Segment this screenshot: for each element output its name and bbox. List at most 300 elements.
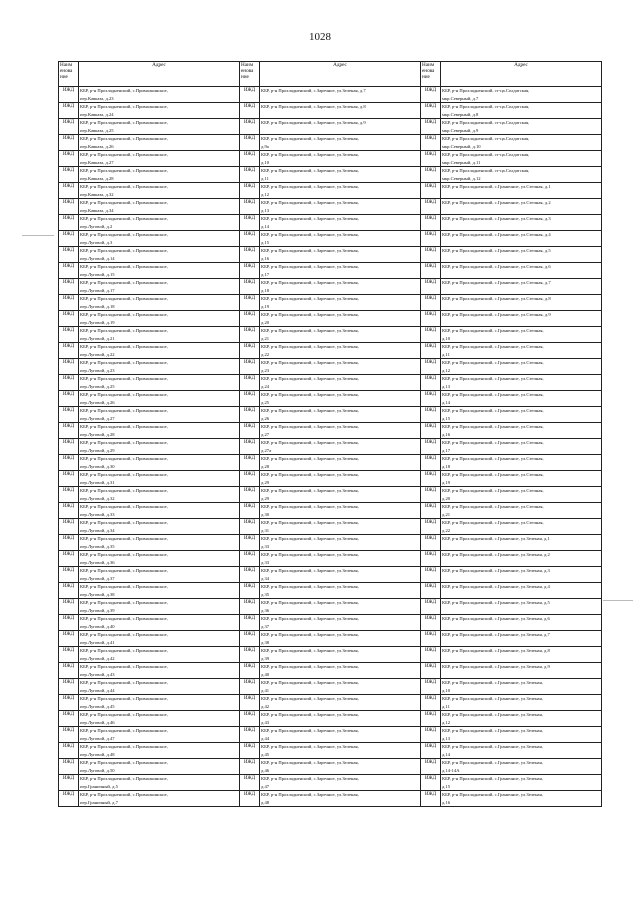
object-type-cell: ИЖД [59, 103, 79, 119]
address-cell: КБР, р-н Прохладненский, с.Прималкинское, пер.Кавказа, д.28 [79, 167, 240, 183]
address-cell: КБР, р-н Прохладненский, с.Граничное, ул.Зеленая, д.16 [441, 791, 602, 807]
object-type-cell: ИЖД [240, 343, 260, 359]
object-type-cell: ИЖД [240, 743, 260, 759]
object-type-cell: ИЖД [59, 727, 79, 743]
table-row [59, 695, 602, 711]
address-cell: КБР, р-н Прохладненский, с.Прималкинское, пер.Луговой, д.48 [79, 743, 240, 759]
address-cell: КБР, р-н Прохладненский, с.Заречное, ул.Зеленая, д.17 [260, 263, 421, 279]
address-cell: КБР, р-н Прохладненский, с.Граничное, ул.Зеленая, д.9 [441, 663, 602, 679]
address-cell: КБР, р-н Прохладненский, с.Заречное, ул.Зеленая, д.45 [260, 743, 421, 759]
table-row [59, 87, 602, 103]
object-type-cell: ИЖД [421, 711, 441, 727]
address-cell: КБР, р-н Прохладненский, ст-ца.Солдатская, мкр.Северный, д.10 [441, 135, 602, 151]
table-row [59, 663, 602, 679]
table-row [59, 375, 602, 391]
address-cell: КБР, р-н Прохладненский, с.Прималкинское, пер.Луговой, д.43 [79, 663, 240, 679]
object-type-cell: ИЖД [59, 679, 79, 695]
address-cell: КБР, р-н Прохладненский, с.Заречное, ул.Зеленая, д.40 [260, 663, 421, 679]
address-cell: КБР, р-н Прохладненский, с.Заречное, ул.Зеленая, д.18 [260, 279, 421, 295]
object-type-cell: ИЖД [59, 647, 79, 663]
object-type-cell: ИЖД [421, 663, 441, 679]
object-type-cell: ИЖД [240, 663, 260, 679]
table-header-row [59, 62, 602, 87]
object-type-cell: ИЖД [421, 647, 441, 663]
address-cell: КБР, р-н Прохладненский, с.Граничное, ул.Степная, д.11 [441, 343, 602, 359]
address-cell: КБР, р-н Прохладненский, с.Прималкинское, пер.Луговой, д.2 [79, 215, 240, 231]
object-type-cell: ИЖД [59, 215, 79, 231]
address-cell: КБР, р-н Прохладненский, с.Заречное, ул.Зеленая, д.42 [260, 695, 421, 711]
address-cell: КБР, р-н Прохладненский, с.Прималкинское, пер.Луговой, д.27 [79, 407, 240, 423]
object-type-cell: ИЖД [240, 391, 260, 407]
address-cell: КБР, р-н Прохладненский, с.Прималкинское, пер.Кавказа, д.32 [79, 183, 240, 199]
table-row [59, 439, 602, 455]
object-type-cell: ИЖД [240, 167, 260, 183]
header-address-cell: Адрес [260, 62, 421, 87]
address-cell: КБР, р-н Прохладненский, ст-ца.Солдатская, мкр.Северный, д.7 [441, 87, 602, 103]
table-row [59, 423, 602, 439]
address-cell: КБР, р-н Прохладненский, с.Прималкинское, пер.Луговой, д.22 [79, 343, 240, 359]
table-row [59, 215, 602, 231]
table-row [59, 487, 602, 503]
address-cell: КБР, р-н Прохладненский, с.Граничное, ул.Зеленая, д.2 [441, 551, 602, 567]
address-cell: КБР, р-н Прохладненский, с.Заречное, ул.Зеленая, д.20 [260, 311, 421, 327]
address-cell: КБР, р-н Прохладненский, с.Прималкинское, пер.Граничный, д.5 [79, 775, 240, 791]
object-type-cell: ИЖД [240, 103, 260, 119]
table-row [59, 727, 602, 743]
object-type-cell: ИЖД [59, 247, 79, 263]
address-cell: КБР, р-н Прохладненский, с.Заречное, ул.Зеленая, д.25 [260, 391, 421, 407]
address-cell: КБР, р-н Прохладненский, с.Заречное, ул.Зеленая, д.24 [260, 375, 421, 391]
object-type-cell: ИЖД [240, 631, 260, 647]
object-type-cell: ИЖД [59, 167, 79, 183]
object-type-cell: ИЖД [240, 695, 260, 711]
object-type-cell: ИЖД [59, 519, 79, 535]
object-type-cell: ИЖД [421, 455, 441, 471]
table-row [59, 567, 602, 583]
object-type-cell: ИЖД [59, 759, 79, 775]
table-row [59, 407, 602, 423]
address-cell: КБР, р-н Прохладненский, с.Заречное, ул.Зеленая, д.30 [260, 503, 421, 519]
table-row [59, 679, 602, 695]
address-cell: КБР, р-н Прохладненский, с.Граничное, ул.Степная, д.5 [441, 247, 602, 263]
object-type-cell: ИЖД [59, 695, 79, 711]
address-cell: КБР, р-н Прохладненский, с.Граничное, ул.Степная, д.7 [441, 279, 602, 295]
address-cell: КБР, р-н Прохладненский, с.Заречное, ул.Зеленая, д.29 [260, 487, 421, 503]
object-type-cell: ИЖД [59, 359, 79, 375]
address-cell: КБР, р-н Прохладненский, с.Заречное, ул.Зеленая, д.48 [260, 791, 421, 807]
object-type-cell: ИЖД [240, 759, 260, 775]
address-cell: КБР, р-н Прохладненский, с.Граничное, ул.Зеленая, д.10 [441, 679, 602, 695]
object-type-cell: ИЖД [240, 551, 260, 567]
table-row [59, 151, 602, 167]
object-type-cell: ИЖД [421, 215, 441, 231]
scan-artifact-line [22, 235, 54, 236]
object-type-cell: ИЖД [240, 327, 260, 343]
object-type-cell: ИЖД [59, 375, 79, 391]
table-row [59, 167, 602, 183]
object-type-cell: ИЖД [421, 423, 441, 439]
address-cell: КБР, р-н Прохладненский, с.Заречное, ул.Зеленая, д.12 [260, 183, 421, 199]
object-type-cell: ИЖД [421, 487, 441, 503]
object-type-cell: ИЖД [59, 455, 79, 471]
address-cell: КБР, р-н Прохладненский, с.Граничное, ул.Степная, д.18 [441, 455, 602, 471]
object-type-cell: ИЖД [240, 535, 260, 551]
address-cell: КБР, р-н Прохладненский, с.Прималкинское, пер.Луговой, д.42 [79, 647, 240, 663]
table-row [59, 599, 602, 615]
table-row [59, 503, 602, 519]
address-cell: КБР, р-н Прохладненский, с.Прималкинское, пер.Луговой, д.18 [79, 295, 240, 311]
object-type-cell: ИЖД [421, 743, 441, 759]
address-cell: КБР, р-н Прохладненский, с.Заречное, ул.Зеленая, д.13 [260, 199, 421, 215]
object-type-cell: ИЖД [421, 471, 441, 487]
address-cell: КБР, р-н Прохладненский, с.Граничное, ул.Степная, д.10 [441, 327, 602, 343]
address-cell: КБР, р-н Прохладненский, ст-ца.Солдатская, мкр.Северный, д.8 [441, 103, 602, 119]
table-row [59, 759, 602, 775]
object-type-cell: ИЖД [59, 599, 79, 615]
table-row [59, 263, 602, 279]
table-row [59, 631, 602, 647]
table-row [59, 471, 602, 487]
address-cell: КБР, р-н Прохладненский, с.Заречное, ул.Зеленая, д.28 [260, 455, 421, 471]
object-type-cell: ИЖД [421, 519, 441, 535]
header-type-cell: Наим енова ние [59, 62, 79, 87]
object-type-cell: ИЖД [421, 87, 441, 103]
address-cell: КБР, р-н Прохладненский, с.Граничное, ул.Степная, д.9 [441, 311, 602, 327]
address-cell: КБР, р-н Прохладненский, с.Граничное, ул.Зеленая, д.14-14А [441, 759, 602, 775]
address-cell: КБР, р-н Прохладненский, с.Прималкинское, пер.Луговой, д.33 [79, 503, 240, 519]
object-type-cell: ИЖД [421, 375, 441, 391]
object-type-cell: ИЖД [421, 551, 441, 567]
address-cell: КБР, р-н Прохладненский, с.Заречное, ул.Зеленая, д.43 [260, 711, 421, 727]
address-cell: КБР, р-н Прохладненский, с.Прималкинское, пер.Луговой, д.37 [79, 567, 240, 583]
object-type-cell: ИЖД [421, 631, 441, 647]
address-cell: КБР, р-н Прохладненский, с.Заречное, ул.Зеленая, д.31 [260, 519, 421, 535]
object-type-cell: ИЖД [421, 775, 441, 791]
address-cell: КБР, р-н Прохладненский, с.Заречное, ул.Зеленая, д.46 [260, 759, 421, 775]
object-type-cell: ИЖД [421, 263, 441, 279]
object-type-cell: ИЖД [240, 375, 260, 391]
object-type-cell: ИЖД [421, 727, 441, 743]
address-cell: КБР, р-н Прохладненский, ст-ца.Солдатская, мкр.Северный, д.9 [441, 119, 602, 135]
address-cell: КБР, р-н Прохладненский, с.Заречное, ул.Зеленая, д.9а [260, 135, 421, 151]
table-row [59, 455, 602, 471]
object-type-cell: ИЖД [59, 199, 79, 215]
address-cell: КБР, р-н Прохладненский, с.Граничное, ул.Степная, д.15 [441, 407, 602, 423]
object-type-cell: ИЖД [240, 199, 260, 215]
address-cell: КБР, р-н Прохладненский, с.Граничное, ул.Зеленая, д.6 [441, 615, 602, 631]
address-cell: КБР, р-н Прохладненский, с.Граничное, ул.Степная, д.8 [441, 295, 602, 311]
object-type-cell: ИЖД [59, 151, 79, 167]
address-cell: КБР, р-н Прохладненский, с.Граничное, ул.Степная, д.21 [441, 503, 602, 519]
address-cell: КБР, р-н Прохладненский, с.Заречное, ул.Зеленая, д.10 [260, 151, 421, 167]
object-type-cell: ИЖД [240, 87, 260, 103]
address-cell: КБР, р-н Прохладненский, с.Прималкинское, пер.Луговой, д.47 [79, 727, 240, 743]
address-cell: КБР, р-н Прохладненский, с.Граничное, ул.Степная, д.3 [441, 215, 602, 231]
address-cell: КБР, р-н Прохладненский, с.Заречное, ул.Зеленая, д.22 [260, 343, 421, 359]
object-type-cell: ИЖД [59, 391, 79, 407]
address-cell: КБР, р-н Прохладненский, с.Заречное, ул.Зеленая, д.19 [260, 295, 421, 311]
table-body [59, 87, 602, 807]
object-type-cell: ИЖД [59, 535, 79, 551]
object-type-cell: ИЖД [240, 567, 260, 583]
object-type-cell: ИЖД [421, 119, 441, 135]
object-type-cell: ИЖД [421, 567, 441, 583]
object-type-cell: ИЖД [240, 279, 260, 295]
address-cell: КБР, р-н Прохладненский, с.Граничное, ул.Зеленая, д.8 [441, 647, 602, 663]
table-row [59, 343, 602, 359]
object-type-cell: ИЖД [421, 231, 441, 247]
object-type-cell: ИЖД [240, 423, 260, 439]
header-type-cell: Наим енова ние [421, 62, 441, 87]
object-type-cell: ИЖД [240, 471, 260, 487]
object-type-cell: ИЖД [59, 423, 79, 439]
address-cell: КБР, р-н Прохладненский, с.Граничное, ул.Степная, д.14 [441, 391, 602, 407]
table-row [59, 231, 602, 247]
address-cell: КБР, р-н Прохладненский, с.Прималкинское, пер.Луговой, д.40 [79, 615, 240, 631]
page-number: 1028 [309, 31, 331, 43]
object-type-cell: ИЖД [59, 183, 79, 199]
object-type-cell: ИЖД [240, 183, 260, 199]
address-cell: КБР, р-н Прохладненский, с.Заречное, ул.Зеленая, д.8 [260, 103, 421, 119]
object-type-cell: ИЖД [240, 711, 260, 727]
object-type-cell: ИЖД [59, 583, 79, 599]
address-cell: КБР, р-н Прохладненский, с.Заречное, ул.Зеленая, д.7 [260, 87, 421, 103]
object-type-cell: ИЖД [59, 631, 79, 647]
address-cell: КБР, р-н Прохладненский, с.Граничное, ул.Зеленая, д.4 [441, 583, 602, 599]
object-type-cell: ИЖД [421, 759, 441, 775]
object-type-cell: ИЖД [240, 679, 260, 695]
address-cell: КБР, р-н Прохладненский, с.Прималкинское, пер.Луговой, д.15 [79, 263, 240, 279]
address-cell: КБР, р-н Прохладненский, с.Прималкинское, пер.Луговой, д.41 [79, 631, 240, 647]
address-cell: КБР, р-н Прохладненский, с.Прималкинское, пер.Луговой, д.25 [79, 375, 240, 391]
table-row [59, 391, 602, 407]
object-type-cell: ИЖД [421, 679, 441, 695]
object-type-cell: ИЖД [240, 791, 260, 807]
table-row [59, 519, 602, 535]
table-row [59, 279, 602, 295]
table-row [59, 775, 602, 791]
address-cell: КБР, р-н Прохладненский, с.Граничное, ул.Степная, д.2 [441, 199, 602, 215]
address-cell: КБР, р-н Прохладненский, с.Заречное, ул.Зеленая, д.26 [260, 407, 421, 423]
address-cell: КБР, р-н Прохладненский, с.Граничное, ул.Степная, д.4 [441, 231, 602, 247]
table-row [59, 135, 602, 151]
address-cell: КБР, р-н Прохладненский, с.Прималкинское, пер.Луговой, д.32 [79, 487, 240, 503]
address-cell: КБР, р-н Прохладненский, с.Заречное, ул.Зеленая, д.33 [260, 535, 421, 551]
address-cell: КБР, р-н Прохладненский, с.Заречное, ул.Зеленая, д.29 [260, 471, 421, 487]
address-cell: КБР, р-н Прохладненский, с.Заречное, ул.Зеленая, д.35 [260, 583, 421, 599]
address-cell: КБР, р-н Прохладненский, с.Прималкинское, пер.Луговой, д.30 [79, 455, 240, 471]
address-cell: КБР, р-н Прохладненский, с.Прималкинское, пер.Кавказа, д.25 [79, 119, 240, 135]
object-type-cell: ИЖД [59, 295, 79, 311]
address-cell: КБР, р-н Прохладненский, с.Граничное, ул.Зеленая, д.14 [441, 743, 602, 759]
address-table-container [58, 61, 601, 807]
address-cell: КБР, р-н Прохладненский, с.Прималкинское, пер.Луговой, д.44 [79, 679, 240, 695]
object-type-cell: ИЖД [240, 487, 260, 503]
object-type-cell: ИЖД [421, 103, 441, 119]
address-cell: КБР, р-н Прохладненский, с.Прималкинское, пер.Луговой, д.28 [79, 423, 240, 439]
object-type-cell: ИЖД [421, 407, 441, 423]
address-cell: КБР, р-н Прохладненский, с.Прималкинское, пер.Луговой, д.45 [79, 695, 240, 711]
object-type-cell: ИЖД [240, 519, 260, 535]
address-cell: КБР, р-н Прохладненский, с.Заречное, ул.Зеленая, д.21 [260, 327, 421, 343]
object-type-cell: ИЖД [240, 119, 260, 135]
object-type-cell: ИЖД [59, 663, 79, 679]
object-type-cell: ИЖД [421, 503, 441, 519]
object-type-cell: ИЖД [421, 439, 441, 455]
header-address-cell: Адрес [441, 62, 602, 87]
address-cell: КБР, р-н Прохладненский, ст-ца.Солдатская, мкр.Северный, д.11 [441, 151, 602, 167]
object-type-cell: ИЖД [59, 711, 79, 727]
address-cell: КБР, р-н Прохладненский, с.Заречное, ул.Зеленая, д.14 [260, 215, 421, 231]
address-cell: КБР, р-н Прохладненский, с.Прималкинское, пер.Кавказа, д.24 [79, 103, 240, 119]
table-row [59, 295, 602, 311]
address-cell: КБР, р-н Прохладненский, с.Граничное, ул.Степная, д.1 [441, 183, 602, 199]
object-type-cell: ИЖД [59, 87, 79, 103]
object-type-cell: ИЖД [240, 247, 260, 263]
address-table [58, 61, 602, 807]
table-row [59, 551, 602, 567]
table-row [59, 711, 602, 727]
object-type-cell: ИЖД [240, 727, 260, 743]
address-cell: КБР, р-н Прохладненский, с.Прималкинское, пер.Луговой, д.17 [79, 279, 240, 295]
scan-artifact-line [603, 600, 633, 601]
object-type-cell: ИЖД [421, 695, 441, 711]
table-row [59, 791, 602, 807]
address-cell: КБР, р-н Прохладненский, с.Заречное, ул.Зеленая, д.44 [260, 727, 421, 743]
object-type-cell: ИЖД [421, 247, 441, 263]
object-type-cell: ИЖД [421, 183, 441, 199]
address-cell: КБР, р-н Прохладненский, с.Граничное, ул.Степная, д.16 [441, 423, 602, 439]
object-type-cell: ИЖД [59, 263, 79, 279]
table-row [59, 247, 602, 263]
address-cell: КБР, р-н Прохладненский, с.Прималкинское, пер.Кавказа, д.27 [79, 151, 240, 167]
table-row [59, 311, 602, 327]
object-type-cell: ИЖД [59, 487, 79, 503]
object-type-cell: ИЖД [59, 279, 79, 295]
object-type-cell: ИЖД [240, 311, 260, 327]
object-type-cell: ИЖД [240, 503, 260, 519]
object-type-cell: ИЖД [240, 295, 260, 311]
table-row [59, 119, 602, 135]
object-type-cell: ИЖД [421, 327, 441, 343]
address-cell: КБР, р-н Прохладненский, с.Заречное, ул.Зеленая, д.33 [260, 551, 421, 567]
object-type-cell: ИЖД [421, 279, 441, 295]
object-type-cell: ИЖД [421, 583, 441, 599]
address-cell: КБР, р-н Прохладненский, с.Прималкинское, пер.Луговой, д.31 [79, 471, 240, 487]
address-cell: КБР, р-н Прохладненский, с.Заречное, ул.Зеленая, д.34 [260, 567, 421, 583]
table-row [59, 183, 602, 199]
address-cell: КБР, р-н Прохладненский, с.Прималкинское, пер.Луговой, д.14 [79, 247, 240, 263]
address-cell: КБР, р-н Прохладненский, с.Заречное, ул.Зеленая, д.16 [260, 247, 421, 263]
object-type-cell: ИЖД [421, 791, 441, 807]
address-cell: КБР, р-н Прохладненский, с.Заречное, ул.Зеленая, д.27а [260, 439, 421, 455]
address-cell: КБР, р-н Прохладненский, с.Заречное, ул.Зеленая, д.37 [260, 615, 421, 631]
object-type-cell: ИЖД [240, 455, 260, 471]
address-cell: КБР, р-н Прохладненский, с.Граничное, ул.Степная, д.13 [441, 375, 602, 391]
address-cell: КБР, р-н Прохладненский, с.Заречное, ул.Зеленая, д.47 [260, 775, 421, 791]
object-type-cell: ИЖД [421, 391, 441, 407]
address-cell: КБР, р-н Прохладненский, с.Заречное, ул.Зеленая, д.23 [260, 359, 421, 375]
address-cell: КБР, р-н Прохладненский, ст-ца.Солдатская, мкр.Северный, д.12 [441, 167, 602, 183]
address-cell: КБР, р-н Прохладненский, с.Прималкинское, пер.Кавказа, д.26 [79, 135, 240, 151]
address-cell: КБР, р-н Прохладненский, с.Прималкинское, пер.Луговой, д.39 [79, 599, 240, 615]
object-type-cell: ИЖД [59, 551, 79, 567]
object-type-cell: ИЖД [59, 119, 79, 135]
address-cell: КБР, р-н Прохладненский, с.Граничное, ул.Зеленая, д.1 [441, 535, 602, 551]
address-cell: КБР, р-н Прохладненский, с.Граничное, ул.Зеленая, д.12 [441, 711, 602, 727]
object-type-cell: ИЖД [240, 407, 260, 423]
object-type-cell: ИЖД [421, 135, 441, 151]
address-cell: КБР, р-н Прохладненский, с.Граничное, ул.Зеленая, д.5 [441, 599, 602, 615]
object-type-cell: ИЖД [421, 295, 441, 311]
object-type-cell: ИЖД [59, 503, 79, 519]
address-cell: КБР, р-н Прохладненский, с.Прималкинское, пер.Луговой, д.38 [79, 583, 240, 599]
object-type-cell: ИЖД [421, 311, 441, 327]
table-row [59, 327, 602, 343]
address-cell: КБР, р-н Прохладненский, с.Прималкинское, пер.Луговой, д.23 [79, 359, 240, 375]
address-cell: КБР, р-н Прохладненский, с.Граничное, ул.Степная, д.6 [441, 263, 602, 279]
object-type-cell: ИЖД [240, 151, 260, 167]
address-cell: КБР, р-н Прохладненский, с.Прималкинское, пер.Луговой, д.3 [79, 231, 240, 247]
object-type-cell: ИЖД [59, 471, 79, 487]
table-row [59, 535, 602, 551]
object-type-cell: ИЖД [421, 359, 441, 375]
address-cell: КБР, р-н Прохладненский, с.Прималкинское, пер.Луговой, д.46 [79, 711, 240, 727]
address-cell: КБР, р-н Прохладненский, с.Граничное, ул.Зеленая, д.15 [441, 775, 602, 791]
address-cell: КБР, р-н Прохладненский, с.Прималкинское, пер.Луговой, д.21 [79, 327, 240, 343]
object-type-cell: ИЖД [59, 743, 79, 759]
object-type-cell: ИЖД [59, 135, 79, 151]
address-cell: КБР, р-н Прохладненский, с.Прималкинское, пер.Луговой, д.36 [79, 551, 240, 567]
object-type-cell: ИЖД [240, 615, 260, 631]
object-type-cell: ИЖД [59, 567, 79, 583]
object-type-cell: ИЖД [421, 151, 441, 167]
address-cell: КБР, р-н Прохладненский, с.Прималкинское, пер.Граничный, д.7 [79, 791, 240, 807]
object-type-cell: ИЖД [240, 263, 260, 279]
object-type-cell: ИЖД [59, 791, 79, 807]
object-type-cell: ИЖД [240, 775, 260, 791]
address-cell: КБР, р-н Прохладненский, с.Прималкинское, пер.Луговой, д.29 [79, 439, 240, 455]
address-cell: КБР, р-н Прохладненский, с.Граничное, ул.Зеленая, д.7 [441, 631, 602, 647]
object-type-cell: ИЖД [59, 327, 79, 343]
table-row [59, 103, 602, 119]
address-cell: КБР, р-н Прохладненский, с.Заречное, ул.Зеленая, д.36 [260, 599, 421, 615]
object-type-cell: ИЖД [59, 439, 79, 455]
address-cell: КБР, р-н Прохладненский, с.Заречное, ул.Зеленая, д.15 [260, 231, 421, 247]
object-type-cell: ИЖД [421, 199, 441, 215]
object-type-cell: ИЖД [421, 167, 441, 183]
address-cell: КБР, р-н Прохладненский, с.Заречное, ул.Зеленая, д.9 [260, 119, 421, 135]
table-row [59, 583, 602, 599]
object-type-cell: ИЖД [59, 407, 79, 423]
object-type-cell: ИЖД [59, 615, 79, 631]
address-cell: КБР, р-н Прохладненский, с.Прималкинское, пер.Кавказа, д.23 [79, 87, 240, 103]
object-type-cell: ИЖД [421, 615, 441, 631]
address-cell: КБР, р-н Прохладненский, с.Граничное, ул.Степная, д.22 [441, 519, 602, 535]
address-cell: КБР, р-н Прохладненский, с.Прималкинское, пер.Луговой, д.26 [79, 391, 240, 407]
table-row [59, 615, 602, 631]
object-type-cell: ИЖД [59, 775, 79, 791]
table-row [59, 743, 602, 759]
address-cell: КБР, р-н Прохладненский, с.Граничное, ул.Зеленая, д.13 [441, 727, 602, 743]
address-cell: КБР, р-н Прохладненский, с.Заречное, ул.Зеленая, д.38 [260, 631, 421, 647]
address-cell: КБР, р-н Прохладненский, с.Граничное, ул.Зеленая, д.3 [441, 567, 602, 583]
object-type-cell: ИЖД [421, 535, 441, 551]
object-type-cell: ИЖД [240, 599, 260, 615]
object-type-cell: ИЖД [59, 231, 79, 247]
object-type-cell: ИЖД [59, 343, 79, 359]
address-cell: КБР, р-н Прохладненский, с.Прималкинское, пер.Луговой, д.19 [79, 311, 240, 327]
